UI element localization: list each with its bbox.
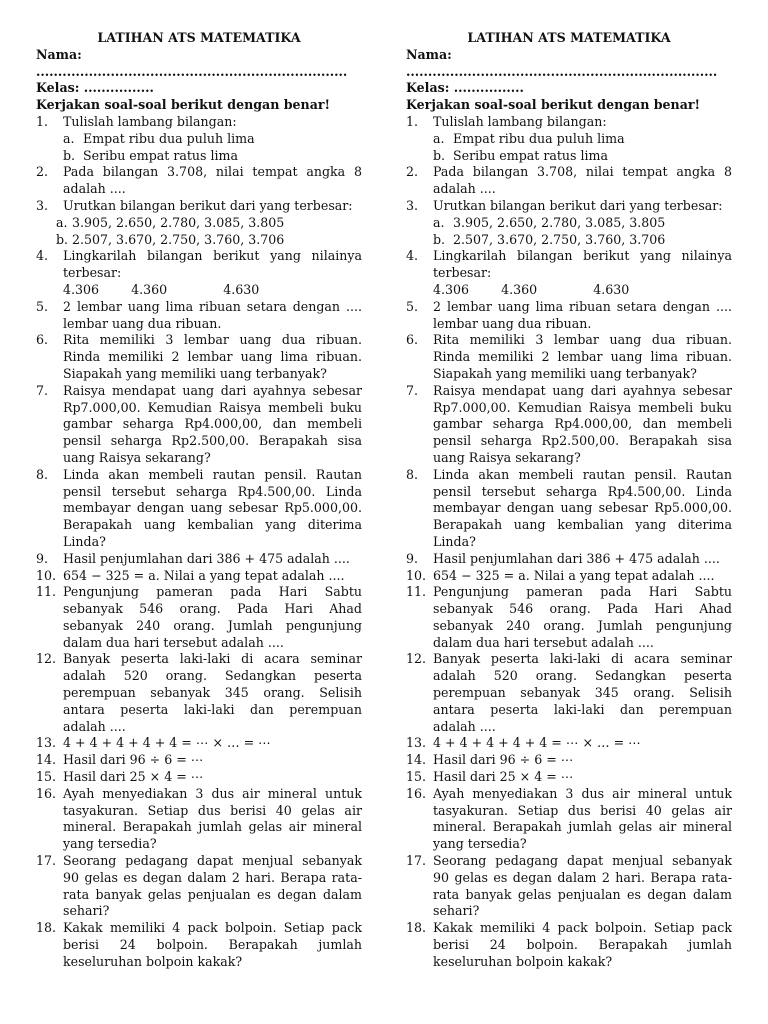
question-11: 11. Pengunjung pameran pada Hari Sabtu sebanyak 546 orang. Pada Hari Ahad sebanyak 240 orang. Jumlah pengunjung dalam dua hari tersebut adalah .... — [406, 584, 732, 650]
question-17: 17. Seorang pedagang dapat menjual sebanyak 90 gelas es degan dalam 2 hari. Berapa rata-rata banyak gelas penjualan es degan dalam sehari? — [36, 853, 362, 919]
question-11: 11. Pengunjung pameran pada Hari Sabtu sebanyak 546 orang. Pada Hari Ahad sebanyak 240 orang. Jumlah pengunjung dalam dua hari tersebut adalah .... — [36, 584, 362, 650]
instruction: Kerjakan soal-soal berikut dengan benar! — [406, 97, 701, 113]
question-1-b: b. Seribu empat ratus lima — [63, 147, 239, 163]
question-17: 17. Seorang pedagang dapat menjual sebanyak 90 gelas es degan dalam 2 hari. Berapa rata-rata banyak gelas penjualan es degan dalam sehari? — [406, 853, 732, 919]
question-6: 6. Rita memiliki 3 lembar uang dua ribuan. Rinda memiliki 2 lembar uang lima ribuan. Siapakah yang memiliki uang terbanyak? — [406, 332, 732, 381]
question-1: 1. Tulislah lambang bilangan: — [406, 113, 607, 129]
question-16: 16. Ayah menyediakan 3 dus air mineral untuk tasyakuran. Setiap dus berisi 40 gelas air mineral. Berapakah jumlah gelas air mineral yang tersedia? — [36, 785, 362, 852]
worksheet-right — [406, 30, 732, 971]
question-10: 10. 654 − 325 = a. Nilai a yang tepat adalah .... — [406, 567, 715, 583]
name-line: Nama: ....................................................................... — [406, 46, 718, 79]
name-line: Nama: ....................................................................... — [36, 46, 348, 79]
question-2: 2. Pada bilangan 3.708, nilai tempat angka 8 adalah .... — [36, 164, 362, 197]
question-4: 4. Lingkarilah bilangan berikut yang nilainya terbesar: — [36, 248, 362, 281]
question-15: 15. Hasil dari 25 × 4 = ⋯ — [406, 769, 574, 785]
worksheet-left — [36, 30, 362, 971]
question-10: 10. 654 − 325 = a. Nilai a yang tepat adalah .... — [36, 567, 345, 583]
question-18: 18. Kakak memiliki 4 pack bolpoin. Setiap pack berisi 24 bolpoin. Berapakah jumlah keseluruhan bolpoin kakak? — [36, 920, 362, 969]
class-line: Kelas: ................ — [36, 80, 154, 96]
question-7: 7. Raisya mendapat uang dari ayahnya sebesar Rp7.000,00. Kemudian Raisya membeli buku gambar seharga Rp4.000,00, dan membeli pensil seharga Rp2.500,00. Berapakah sisa uang Raisya sekarang? — [36, 382, 362, 465]
question-1-b: b. Seribu empat ratus lima — [433, 147, 609, 163]
question-9: 9. Hasil penjumlahan dari 386 + 475 adalah .... — [36, 550, 350, 566]
question-15: 15. Hasil dari 25 × 4 = ⋯ — [36, 769, 204, 785]
question-18: 18. Kakak memiliki 4 pack bolpoin. Setiap pack berisi 24 bolpoin. Berapakah jumlah keseluruhan bolpoin kakak? — [406, 920, 732, 969]
question-4-options: 4.306 4.360 4.630 — [63, 281, 260, 297]
question-1-a: a. Empat ribu dua puluh lima — [433, 130, 625, 146]
worksheet-title: LATIHAN ATS MATEMATIKA — [467, 30, 671, 45]
worksheet-title: LATIHAN ATS MATEMATIKA — [97, 30, 301, 45]
question-5: 5. 2 lembar uang lima ribuan setara dengan .... lembar uang dua ribuan. — [406, 298, 732, 331]
question-6: 6. Rita memiliki 3 lembar uang dua ribuan. Rinda memiliki 2 lembar uang lima ribuan. Siapakah yang memiliki uang terbanyak? — [36, 332, 362, 381]
question-1: 1. Tulislah lambang bilangan: — [36, 113, 237, 129]
question-3: 3. Urutkan bilangan berikut dari yang terbesar: — [406, 197, 723, 213]
question-3-b: b. 2.507, 3.670, 2.750, 3.760, 3.706 — [433, 231, 666, 247]
question-3-a: a. 3.905, 2.650, 2.780, 3.085, 3.805 — [56, 214, 285, 230]
question-8: 8. Linda akan membeli rautan pensil. Rautan pensil tersebut seharga Rp4.500,00. Linda membayar dengan uang sebesar Rp5.000,00. Berapakah uang kembalian yang diterima Linda? — [36, 466, 362, 549]
question-12: 12. Banyak peserta laki-laki di acara seminar adalah 520 orang. Sedangkan peserta perempuan sebanyak 345 orang. Selisih antara peserta laki-laki dan perempuan adalah .... — [36, 651, 362, 734]
instruction: Kerjakan soal-soal berikut dengan benar! — [36, 97, 331, 113]
question-3-a: a. 3.905, 2.650, 2.780, 3.085, 3.805 — [433, 214, 666, 230]
question-7: 7. Raisya mendapat uang dari ayahnya sebesar Rp7.000,00. Kemudian Raisya membeli buku gambar seharga Rp4.000,00, dan membeli pensil seharga Rp2.500,00. Berapakah sisa uang Raisya sekarang? — [406, 382, 732, 465]
question-13: 13. 4 + 4 + 4 + 4 + 4 = ⋯ × … = ⋯ — [36, 735, 271, 751]
question-9: 9. Hasil penjumlahan dari 386 + 475 adalah .... — [406, 550, 720, 566]
question-8: 8. Linda akan membeli rautan pensil. Rautan pensil tersebut seharga Rp4.500,00. Linda membayar dengan uang sebesar Rp5.000,00. Berapakah uang kembalian yang diterima Linda? — [406, 466, 732, 549]
question-13: 13. 4 + 4 + 4 + 4 + 4 = ⋯ × … = ⋯ — [406, 735, 641, 751]
question-4: 4. Lingkarilah bilangan berikut yang nilainya terbesar: — [406, 248, 732, 281]
question-3: 3. Urutkan bilangan berikut dari yang terbesar: — [36, 197, 353, 213]
question-1-a: a. Empat ribu dua puluh lima — [63, 130, 255, 146]
question-2: 2. Pada bilangan 3.708, nilai tempat angka 8 adalah .... — [406, 164, 732, 197]
question-14: 14. Hasil dari 96 ÷ 6 = ⋯ — [36, 752, 204, 768]
question-16: 16. Ayah menyediakan 3 dus air mineral untuk tasyakuran. Setiap dus berisi 40 gelas air mineral. Berapakah jumlah gelas air mineral yang tersedia? — [406, 785, 732, 852]
question-14: 14. Hasil dari 96 ÷ 6 = ⋯ — [406, 752, 574, 768]
question-5: 5. 2 lembar uang lima ribuan setara dengan .... lembar uang dua ribuan. — [36, 298, 362, 331]
class-line: Kelas: ................ — [406, 80, 524, 96]
question-3-b: b. 2.507, 3.670, 2.750, 3.760, 3.706 — [56, 231, 285, 247]
question-12: 12. Banyak peserta laki-laki di acara seminar adalah 520 orang. Sedangkan peserta perempuan sebanyak 345 orang. Selisih antara peserta laki-laki dan perempuan adalah .... — [406, 651, 732, 734]
question-4-options: 4.306 4.360 4.630 — [433, 281, 630, 297]
